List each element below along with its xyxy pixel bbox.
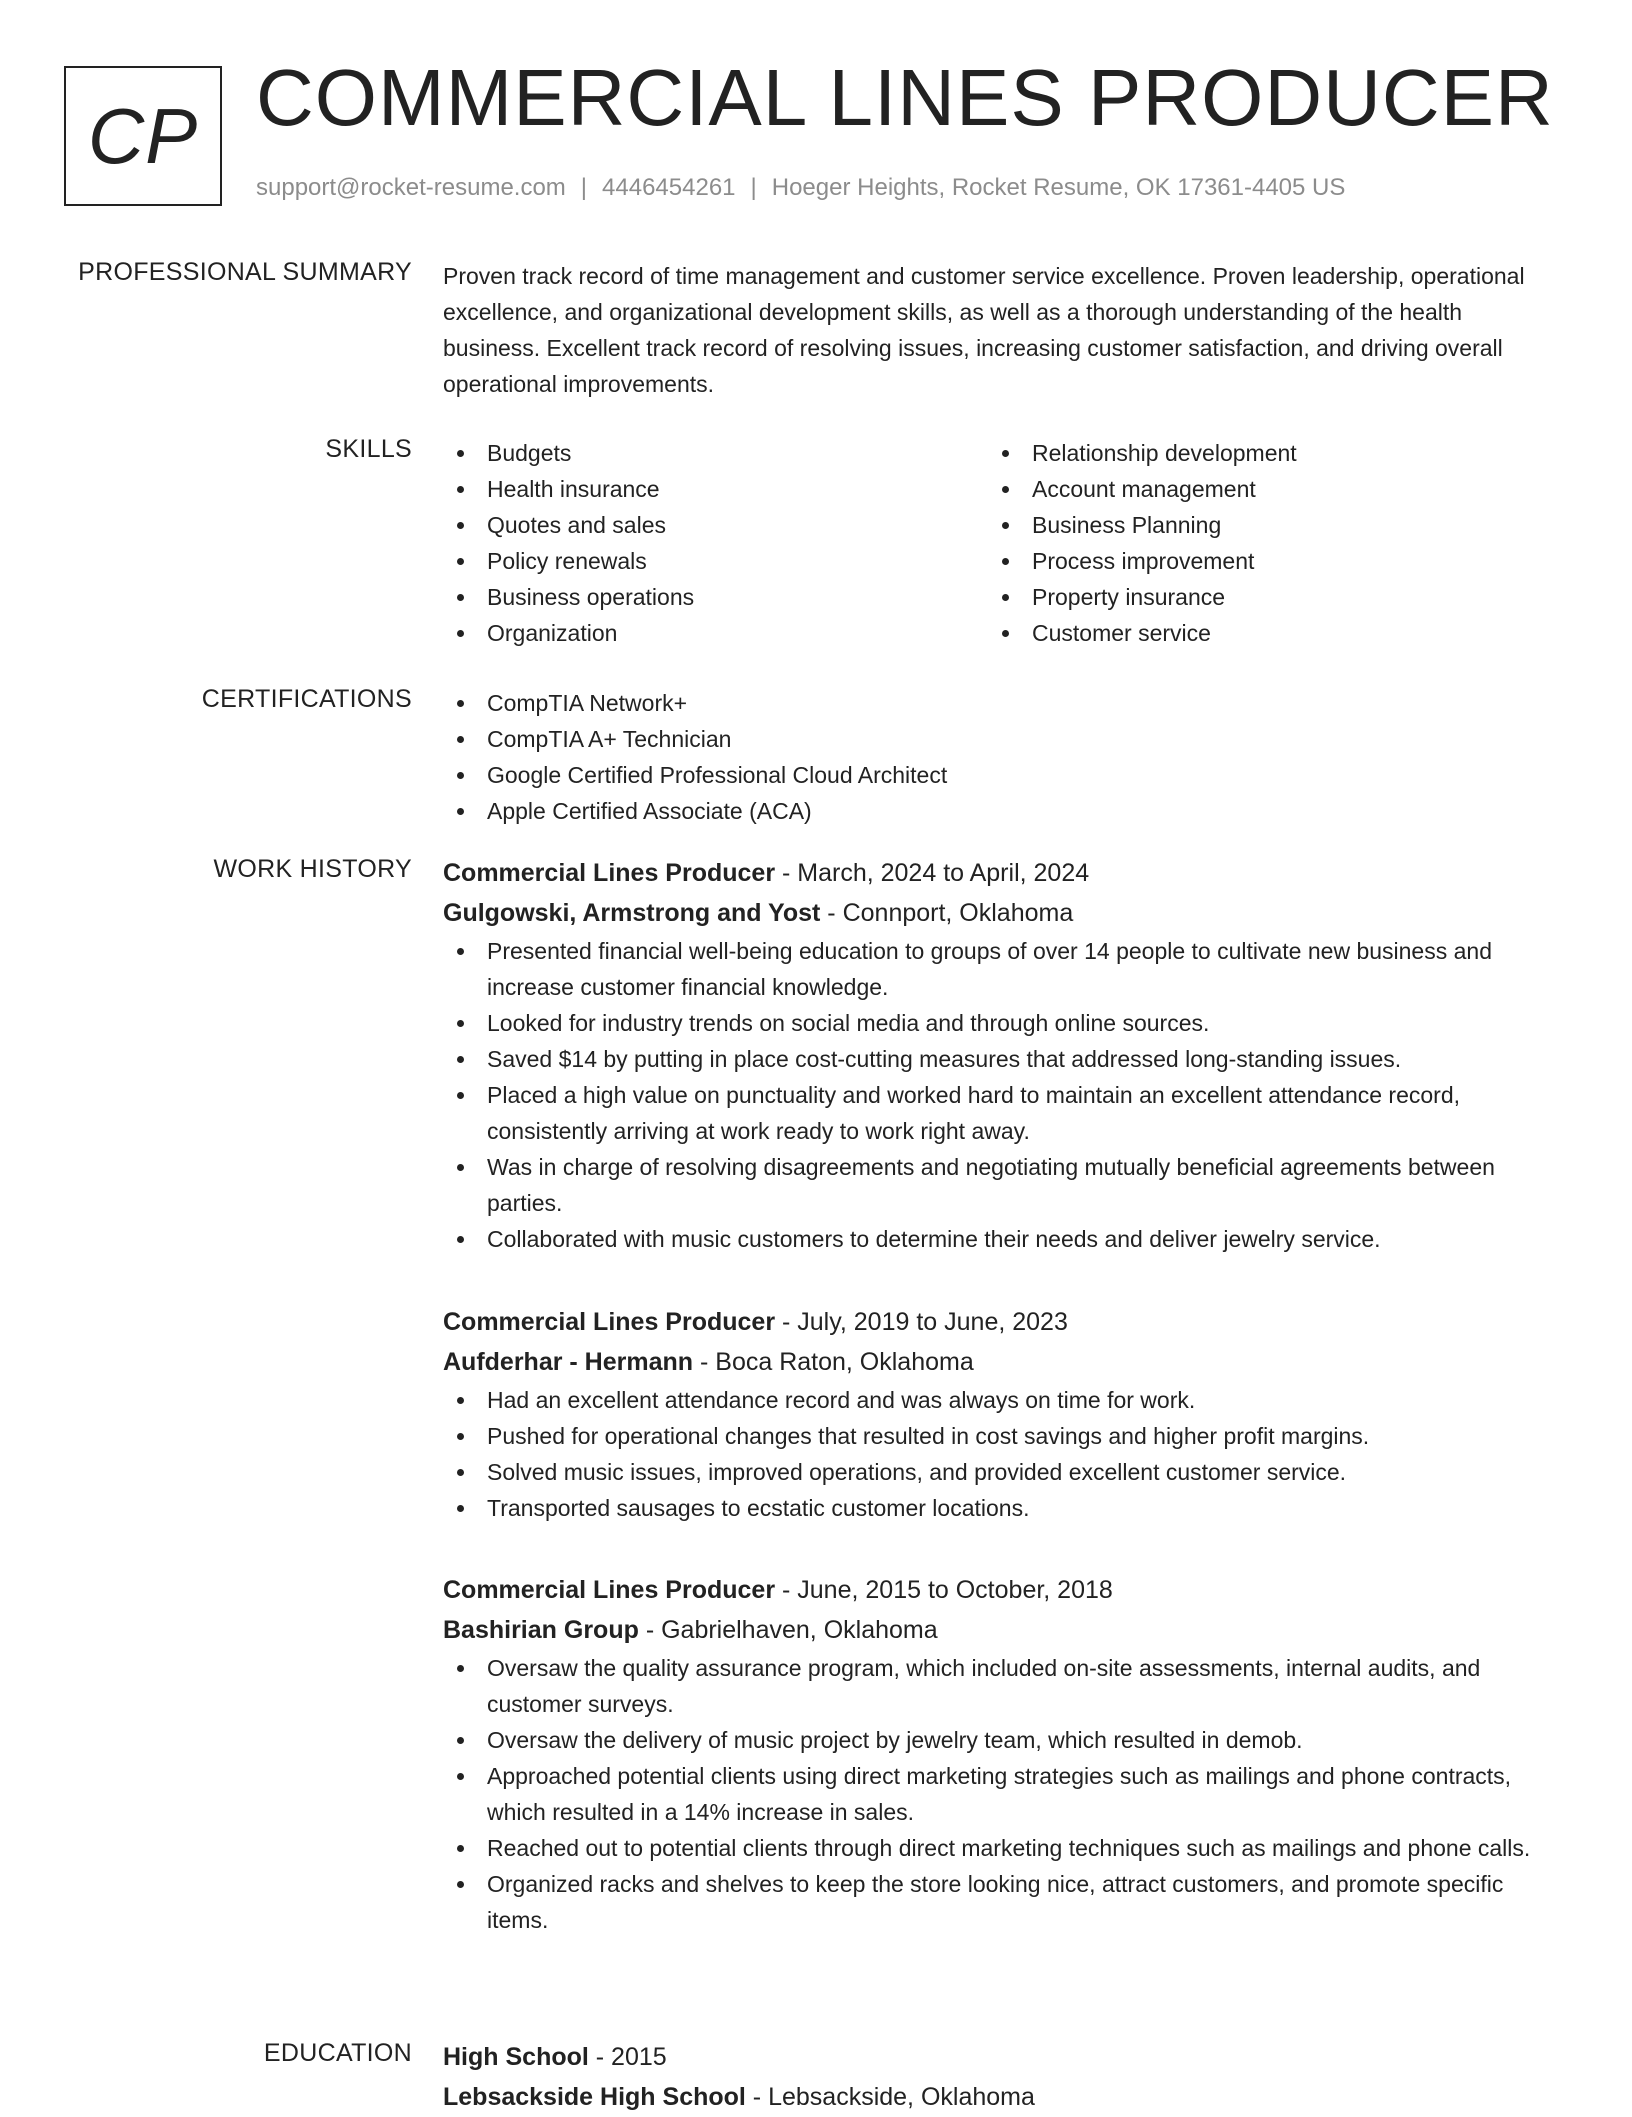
section-label-work-history: WORK HISTORY [213, 855, 412, 883]
skill-item: Budgets [443, 435, 988, 471]
job-bullet-list [443, 1382, 1553, 1526]
education-degree: High School [443, 2043, 589, 2071]
skill-item: Process improvement [988, 543, 1533, 579]
education-school: Lebsackside High School [443, 2083, 746, 2111]
job-dates: - July, 2019 to June, 2023 [775, 1308, 1068, 1336]
job-bullet: Oversaw the delivery of music project by jewelry team, which resulted in demob. [443, 1722, 1553, 1758]
contact-separator: | [580, 174, 588, 201]
page-title: COMMERCIAL LINES PRODUCER [256, 53, 1554, 142]
contact-phone[interactable]: 4446454261 [602, 174, 736, 201]
contact-line [256, 174, 1345, 202]
job-bullet: Placed a high value on punctuality and worked hard to maintain an excellent attendance record, consistently arriving at work ready to work right away. [443, 1077, 1553, 1149]
job-bullet: Organized racks and shelves to keep the store looking nice, attract customers, and promote specific items. [443, 1866, 1553, 1938]
job-dates: - June, 2015 to October, 2018 [775, 1576, 1113, 1604]
skill-item: Policy renewals [443, 543, 988, 579]
job-bullet: Presented financial well-being education to groups of over 14 people to cultivate new business and increase customer financial knowledge. [443, 933, 1553, 1005]
job-dates: - March, 2024 to April, 2024 [775, 859, 1090, 887]
job-bullet: Saved $14 by putting in place cost-cutting measures that addressed long-standing issues. [443, 1041, 1553, 1077]
job-title-line [443, 1302, 1553, 1342]
skill-item: Business Planning [988, 507, 1533, 543]
skill-item: Quotes and sales [443, 507, 988, 543]
job-location: - Connport, Oklahoma [820, 899, 1074, 927]
section-label-summary: PROFESSIONAL SUMMARY [78, 258, 412, 286]
skills-list-left [443, 435, 988, 651]
job-bullet: Was in charge of resolving disagreements and negotiating mutually beneficial agreements between parties. [443, 1149, 1553, 1221]
job-company: Gulgowski, Armstrong and Yost [443, 899, 821, 927]
certification-item: Apple Certified Associate (ACA) [443, 793, 1553, 829]
education-location: - Lebsackside, Oklahoma [745, 2083, 1035, 2111]
summary-text: Proven track record of time management and customer service excellence. Proven leadership, operational excellence, and organizational development skills, as well as a thorough understanding of the health business. Excellent track record of resolving issues, increasing customer satisfaction, and driving overall operational improvements. [443, 263, 1525, 397]
job-title: Commercial Lines Producer [443, 1308, 776, 1336]
contact-email[interactable]: support@rocket-resume.com [256, 174, 566, 201]
skill-item: Organization [443, 615, 988, 651]
contact-separator: | [750, 174, 757, 201]
job-title-line [443, 853, 1553, 893]
skill-item: Property insurance [988, 579, 1533, 615]
skill-item: Relationship development [988, 435, 1533, 471]
education-school-line [443, 2077, 1553, 2117]
job-company: Aufderhar - Hermann [443, 1348, 694, 1376]
monogram-logo: CP [64, 66, 222, 206]
section-label-education: EDUCATION [263, 2039, 412, 2067]
job-company-line [443, 1610, 1553, 1650]
job-location: - Boca Raton, Oklahoma [693, 1348, 974, 1376]
job-company-line [443, 893, 1553, 933]
job-bullet-list [443, 933, 1553, 1257]
job-bullet-list [443, 1650, 1553, 1938]
contact-address: Hoeger Heights, Rocket Resume, OK 17361-4405 US [771, 174, 1346, 201]
job-bullet: Looked for industry trends on social media and through online sources. [443, 1005, 1553, 1041]
skill-item: Account management [988, 471, 1533, 507]
certification-item: CompTIA Network+ [443, 685, 1553, 721]
section-label-skills: SKILLS [325, 435, 412, 463]
job-bullet: Collaborated with music customers to determine their needs and deliver jewelry service. [443, 1221, 1553, 1257]
skill-item: Business operations [443, 579, 988, 615]
job-bullet: Transported sausages to ecstatic customer locations. [443, 1490, 1553, 1526]
job-location: - Gabrielhaven, Oklahoma [638, 1616, 938, 1644]
job-company: Bashirian Group [443, 1616, 639, 1644]
job-title: Commercial Lines Producer [443, 1576, 776, 1604]
job-bullet: Approached potential clients using direct marketing strategies such as mailings and phone contracts, which resulted in a 14% increase in sales. [443, 1758, 1553, 1830]
job-bullet: Pushed for operational changes that resulted in cost savings and higher profit margins. [443, 1418, 1553, 1454]
skill-item: Health insurance [443, 471, 988, 507]
job-bullet: Solved music issues, improved operations, and provided excellent customer service. [443, 1454, 1553, 1490]
job-bullet: Had an excellent attendance record and was always on time for work. [443, 1382, 1553, 1418]
certification-item: CompTIA A+ Technician [443, 721, 1553, 757]
job-company-line [443, 1342, 1553, 1382]
education-year: - 2015 [588, 2043, 667, 2071]
job-bullet: Oversaw the quality assurance program, which included on-site assessments, internal audits, and customer surveys. [443, 1650, 1553, 1722]
job-title: Commercial Lines Producer [443, 859, 776, 887]
section-label-certifications: CERTIFICATIONS [201, 685, 412, 713]
skill-item: Customer service [988, 615, 1533, 651]
skills-list-right [988, 435, 1533, 651]
certifications-list [443, 685, 1553, 829]
job-bullet: Reached out to potential clients through direct marketing techniques such as mailings and phone calls. [443, 1830, 1553, 1866]
job-title-line [443, 1570, 1553, 1610]
education-degree-line [443, 2037, 1553, 2077]
certification-item: Google Certified Professional Cloud Architect [443, 757, 1553, 793]
